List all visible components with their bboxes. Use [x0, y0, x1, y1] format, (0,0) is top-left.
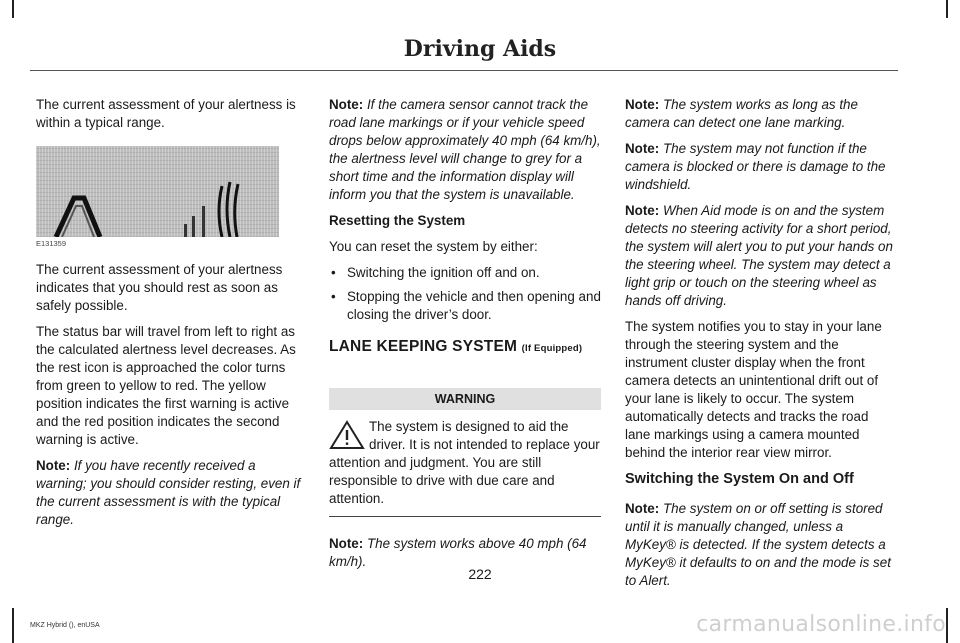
list-item [329, 264, 601, 282]
note-aid-mode [625, 202, 897, 310]
note-label: Note: [625, 203, 660, 218]
note-label: Note: [329, 97, 364, 112]
note-text: The system works as long as the camera can detect one lane marking. [625, 97, 858, 130]
alertness-figure-graphic [36, 146, 279, 237]
note-label: Note: [329, 536, 364, 551]
paragraph-system-notifies: The system notifies you to stay in your lane through the steering system and the instrument cluster display when the front camera detects an unintentional drift out of your lane is likely to occur. The system automatically detects and tracks the road lane markings using a camera mounted behind the interior rear view mirror. [625, 319, 882, 460]
reset-intro: You can reset the system by either: [329, 239, 538, 254]
note-label: Note: [36, 458, 71, 473]
note-label: Note: [625, 97, 660, 112]
warning-triangle-icon [329, 420, 365, 450]
note-text: When Aid mode is on and the system detects no steering activity for a short period, the system will alert you to put your hands on the steering wheel. The system may detect a light grip or touch on the steering wheel as hands off driving. [625, 203, 893, 308]
paragraph-alertness-typical: The current assessment of your alertness is within a typical range. [36, 97, 296, 130]
header-divider [30, 70, 898, 71]
crop-mark-bottom-right [946, 608, 948, 643]
section-heading-lane-keeping [329, 338, 601, 358]
warning-box [329, 418, 601, 517]
note-text: The system works above 40 mph (64 km/h). [329, 536, 587, 569]
reset-options-list [329, 264, 601, 324]
resetting-heading: Resetting the System [329, 213, 466, 228]
note-label: Note: [625, 141, 660, 156]
note-text: The system on or off setting is stored until it is manually changed, unless a MyKey® is detected. If the system detects a MyKey® it defaults to on and the mode is set to Alert. [625, 501, 891, 588]
note-lane-marking [625, 96, 897, 132]
section-heading-suffix: (If Equipped) [521, 343, 583, 354]
note-camera-sensor [329, 96, 601, 204]
column-1 [36, 96, 308, 537]
footer-text: MKZ Hybrid (), enUSA [30, 622, 100, 629]
column-3 [625, 96, 897, 598]
column-2 [329, 96, 601, 579]
note-recent-warning [36, 457, 308, 529]
note-text: If the camera sensor cannot track the road lane markings or if your vehicle speed drops below approximately 40 mph (64 km/h), the alertness level will change to grey for a short time and the information display will inform you that the system is unavailable. [329, 97, 601, 202]
crop-mark-bottom-left [12, 608, 14, 643]
paragraph-status-bar: The status bar will travel from left to right as the calculated alertness level decreases. As the rest icon is approached the color turns from green to yellow to red. The yellow position indicates the first warning is active and the red position indicates the second warning is active. [36, 324, 296, 447]
warning-banner: WARNING [329, 388, 601, 410]
bullet-glyph: • [331, 265, 336, 280]
list-item-text: Stopping the vehicle and then opening and closing the driver’s door. [347, 289, 601, 322]
note-camera-blocked [625, 140, 897, 194]
note-text: The system may not function if the camera is blocked or there is damage to the windshield. [625, 141, 886, 192]
note-label: Note: [625, 501, 660, 516]
crop-mark-top-right [946, 0, 948, 18]
page-number: 222 [468, 566, 492, 582]
crop-mark-top-left [12, 0, 14, 18]
section-heading-text: LANE KEEPING SYSTEM [329, 338, 518, 355]
subheading-switching: Switching the System On and Off [625, 471, 854, 487]
paragraph-alertness-rest: The current assessment of your alertness indicates that you should rest as soon as safely possible. [36, 262, 283, 313]
warning-text: The system is designed to aid the driver. It is not intended to replace your attention and judgment. You are still responsible to drive with due care and attention. [329, 419, 600, 506]
watermark: carmanualsonline.info [696, 612, 946, 637]
list-item-text: Switching the ignition off and on. [347, 265, 540, 280]
bullet-glyph: • [331, 289, 336, 304]
note-text: If you have recently received a warning; you should consider resting, even if the current assessment is with the typical range. [36, 458, 301, 527]
page-header-title: Driving Aids [403, 36, 557, 62]
figure-id: E131359 [36, 239, 67, 248]
list-item [329, 288, 601, 324]
alertness-figure [36, 146, 279, 237]
